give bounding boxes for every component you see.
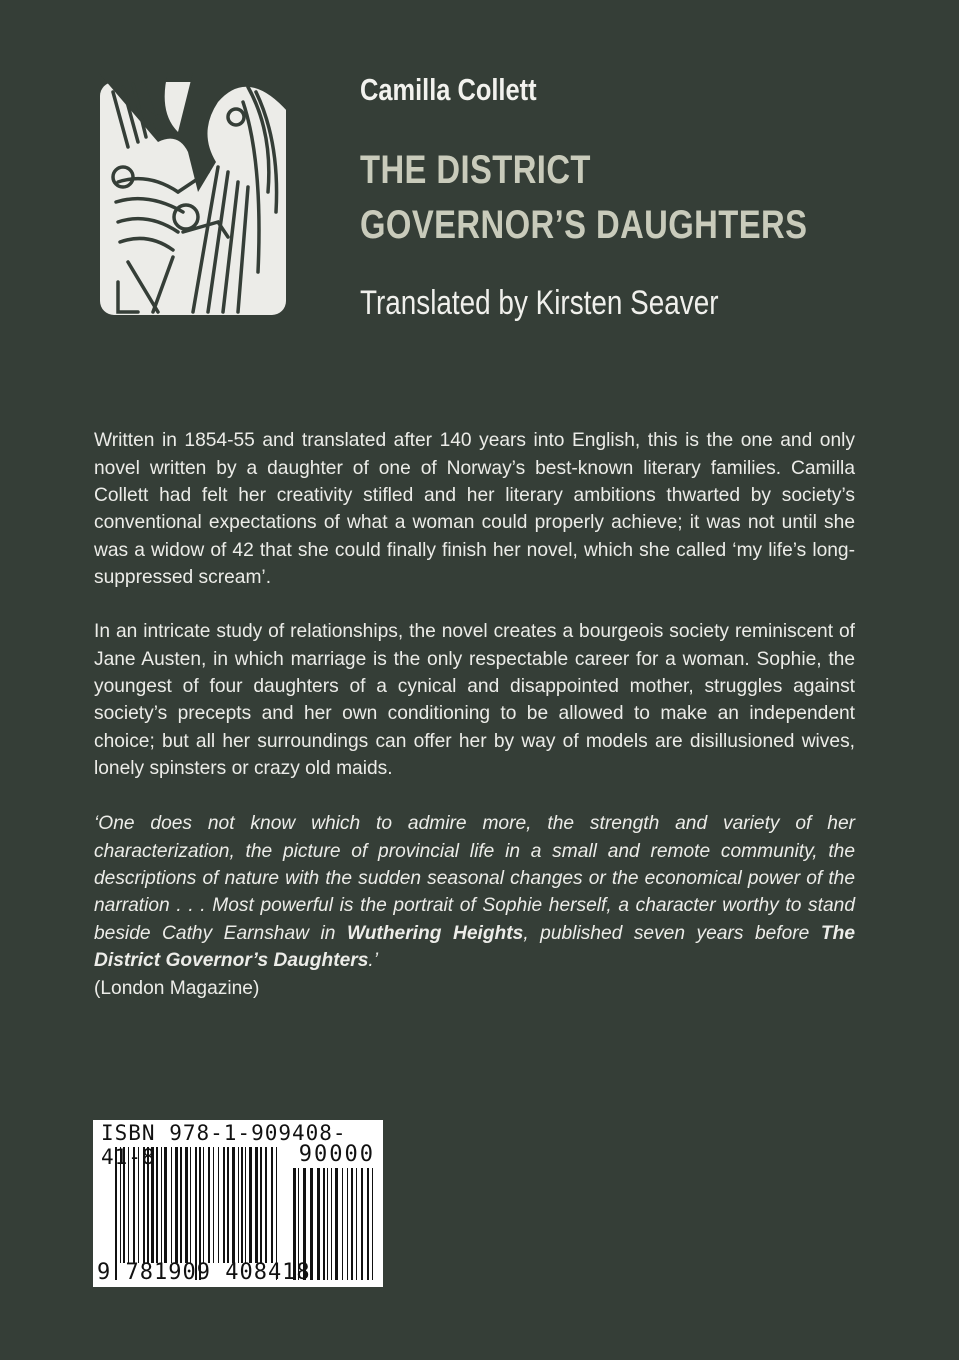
- barcode-bar: [372, 1168, 373, 1280]
- quote-source: (London Magazine): [94, 977, 260, 999]
- illustration-two-figures-emblem: [98, 72, 288, 317]
- author-name: Camilla Collett: [360, 72, 537, 107]
- barcode-bar: [367, 1168, 369, 1280]
- barcode-bar: [361, 1168, 363, 1280]
- barcode-bar: [317, 1168, 320, 1280]
- translator-credit: Translated by Kirsten Seaver: [360, 284, 719, 322]
- blurb-paragraph-2: In an intricate study of relationships, the novel creates a bourgeois society reminiscent of Jane Austen, in which marriage is the only respectable career for a woman. Sophie, the youngest of four daughters of a cynical and disappointed mother, struggles against society’s precepts and her own conditioning to be allowed to make an independent choice; but all her surroundings can offer her by way of models are disillusioned wives, lonely spinsters or crazy old maids.: [94, 621, 855, 780]
- book-title-line-2: GOVERNOR’S DAUGHTERS: [360, 203, 808, 247]
- ean-digits: 9 781909 408418: [97, 1260, 311, 1285]
- isbn-barcode: [93, 1120, 383, 1287]
- barcode-bar: [347, 1168, 348, 1280]
- barcode-bar: [323, 1168, 325, 1280]
- book-title-line-1: THE DISTRICT: [360, 148, 591, 192]
- barcode-bar: [335, 1168, 338, 1280]
- isbn-label: ISBN 978-1-909408-41-8: [101, 1121, 347, 1169]
- review-quote: [94, 810, 855, 1002]
- barcode-bar: [356, 1168, 357, 1280]
- quote-bold-title-wuthering-heights: Wuthering Heights: [346, 922, 524, 944]
- quote-text: , published seven years before: [523, 922, 821, 944]
- quote-text: .’: [368, 950, 378, 972]
- barcode-bar: [351, 1168, 353, 1280]
- quote-bold-title: The District Governor’s Daughters: [94, 922, 855, 972]
- barcode-bar: [327, 1168, 328, 1280]
- barcode-bar: [331, 1168, 332, 1280]
- quote-text: ‘One does not know which to admire more, the strength and variety of her characterization, the picture of provincial life in a small and remote community, the descriptions of nature with the sudden seasonal changes or the economical power of the narration . . . Most powerful is the portrait of Sophie herself, a character worthy to stand beside Cathy Earnshaw in: [94, 813, 855, 944]
- barcode-addon-digits: 90000: [298, 1142, 375, 1167]
- blurb-paragraph-1: Written in 1854-55 and translated after 140 years into English, this is the one and only novel written by a daughter of one of Norway’s best-known literary families. Camilla Collett had felt her creativity stifled and her literary ambitions thwarted by society’s conventional expectations of what a woman could properly achieve; it was not until she was a widow of 42 that she could finally finish her novel, which she called ‘my life’s long-suppressed scream’.: [94, 430, 855, 589]
- barcode-bar: [342, 1168, 343, 1280]
